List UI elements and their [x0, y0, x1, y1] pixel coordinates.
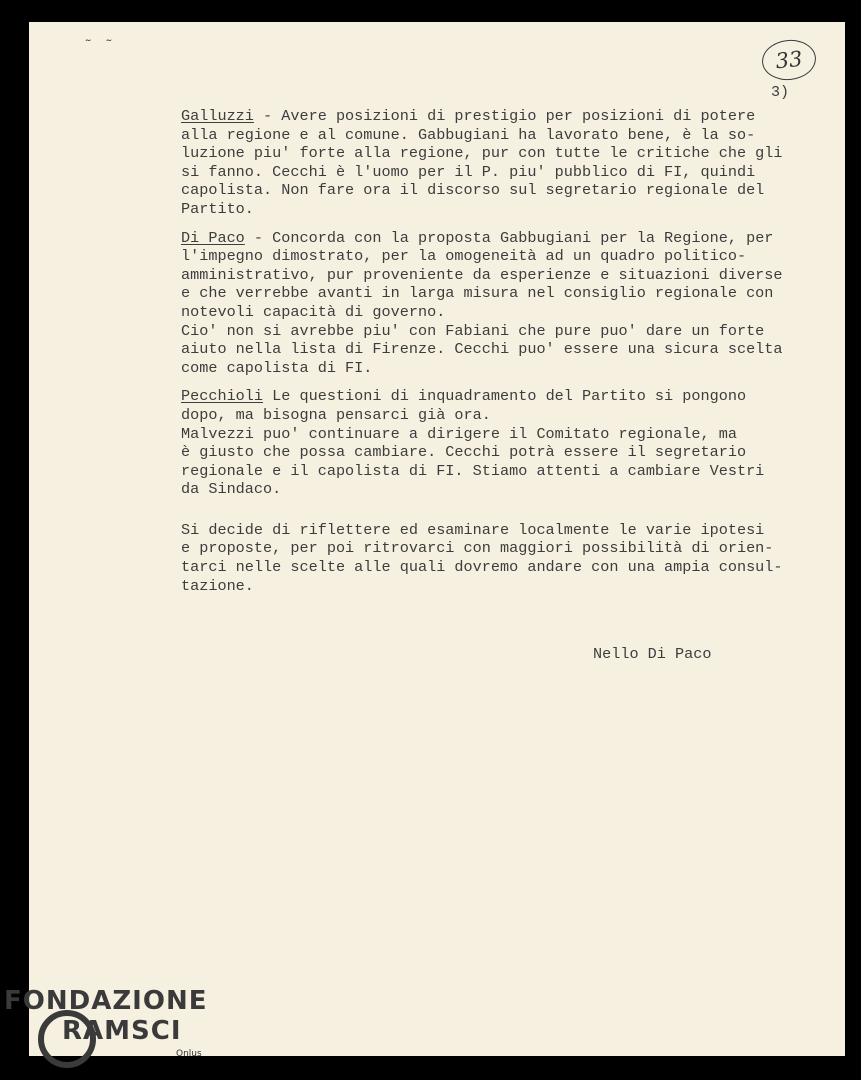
paragraph-text: - Avere posizioni di prestigio per posizioni di potere alla regione e al comune. Gabbugiani ha lavorato bene, è la so- luzione piu' forte alla regione, pur con tutte le critiche che gli si fanno. Cecchi è l'uomo per il P. piu' pubblico di FI, quindi capolista. Non fare ora il discorso sul segretario regionale del Partito.: [181, 107, 783, 218]
speaker-name: Pecchioli: [181, 387, 264, 406]
page-number: 3): [771, 84, 790, 101]
watermark-onlus: Onlus: [176, 1049, 202, 1059]
folio-number: 33: [774, 46, 804, 74]
folio-number-circled: [760, 37, 818, 82]
closing-paragraph: Si decide di riflettere ed esaminare localmente le varie ipotesi e proposte, per poi ritrovarci con maggiori possibilità di orien- tarci nelle scelte alle quali dovremo andare con una ampia consul- tazione.: [181, 520, 783, 595]
signature: Nello Di Paco: [593, 645, 712, 663]
paragraph-galluzzi: [181, 107, 821, 219]
top-mark: ˜ ˜: [84, 38, 116, 54]
paragraph-text: Le questioni di inquadramento del Partito si pongono dopo, ma bisogna pensarci già ora. Malvezzi puo' continuare a dirigere il Comitato regionale, ma è giusto che possa cambiare. Cecchi potrà essere il segretario regionale e il capolista di FI. Stiamo attenti a cambiare Vestri da Sindaco.: [181, 387, 765, 499]
minutes-body: [181, 107, 821, 605]
speaker-name: Galluzzi: [181, 107, 254, 125]
watermark-line1: FONDAZIONE: [4, 986, 208, 1016]
speaker-name: Di Paco: [181, 228, 245, 247]
paragraph-di-paco: [181, 229, 821, 378]
fondazione-gramsci-watermark: [4, 986, 224, 1076]
paragraph-text: - Concorda con la proposta Gabbugiani per la Regione, per l'impegno dimostrato, per la omogeneità ad un quadro politico- amministrativo, pur proveniente da esperienze e situazioni diverse e che verrebbe avanti in larga misura nel consiglio regionale con notevoli capacità di governo. Cio' non si avrebbe piu' con Fabiani che pure puo' dare un forte aiuto nella lista di Firenze. Cecchi puo' essere una sicura scelta come capolista di FI.: [181, 228, 783, 377]
paragraph-pecchioli: [181, 387, 821, 499]
document-page: [29, 22, 845, 1056]
watermark-line2: RAMSCI: [62, 1016, 182, 1046]
